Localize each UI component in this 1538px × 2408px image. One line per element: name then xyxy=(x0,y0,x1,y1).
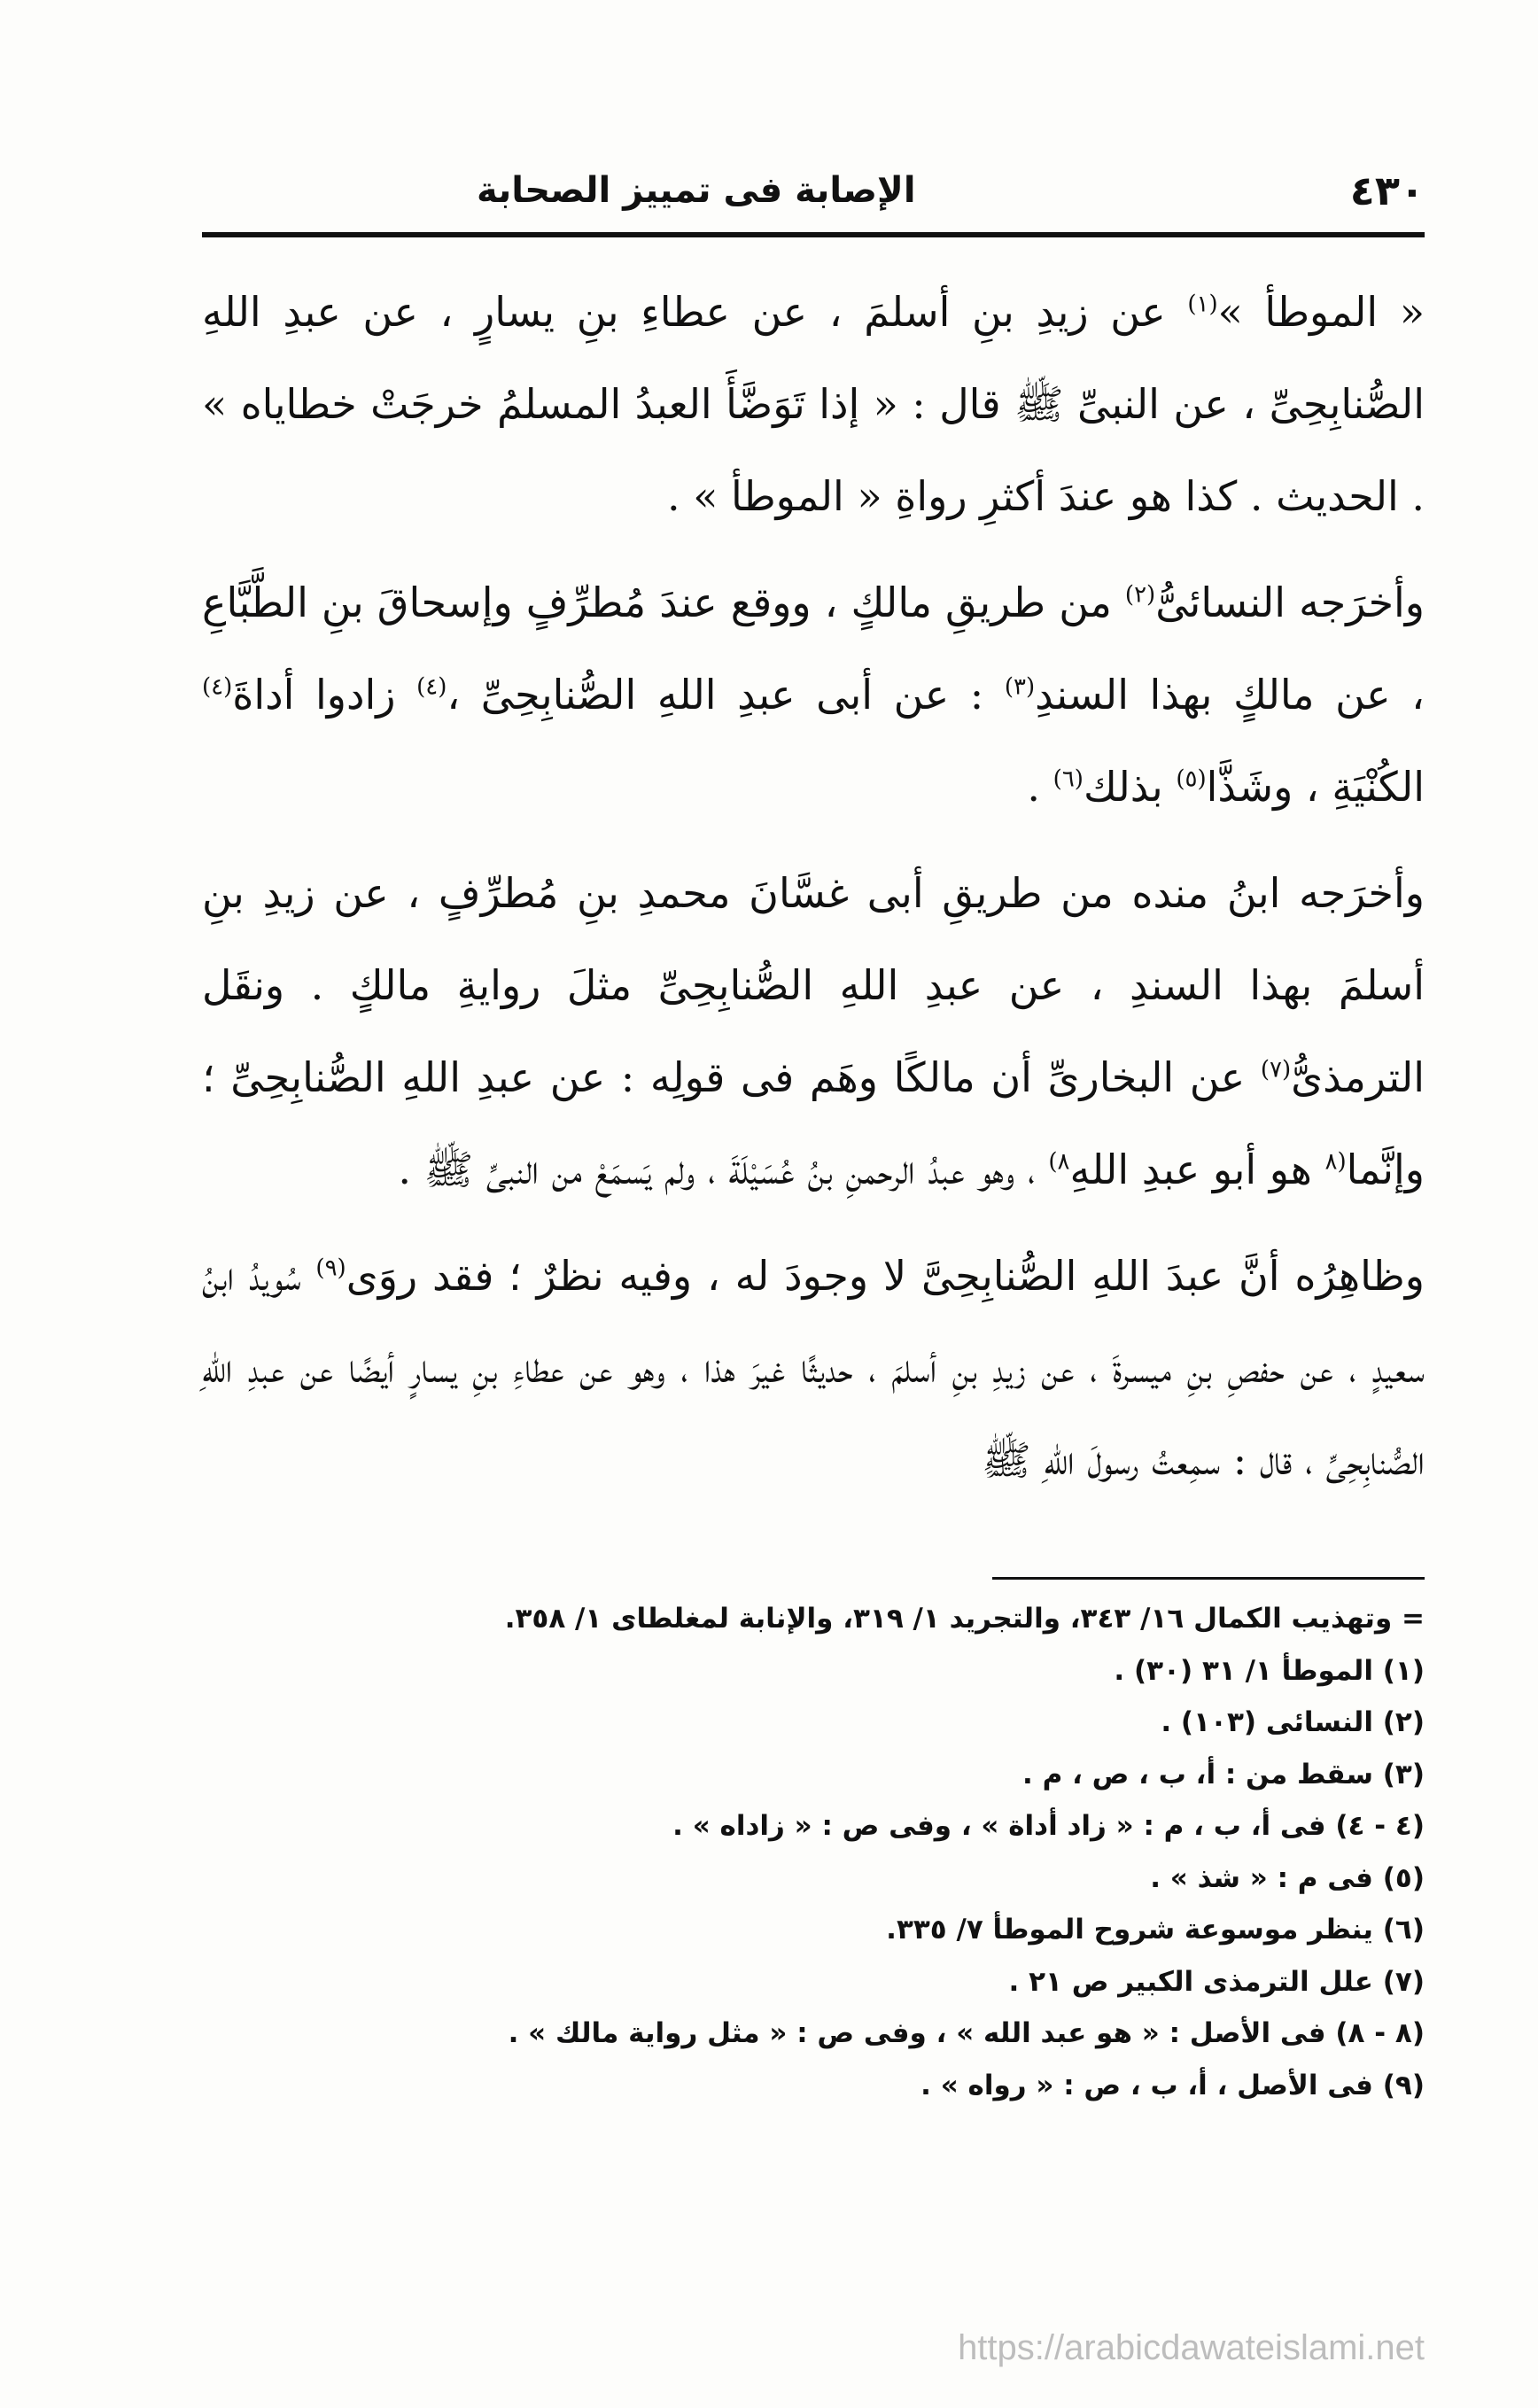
paragraph-1: « الموطأ »$^{(١)}$ عن زيدِ بنِ أسلمَ ، عن عطاءِ بنِ يسارٍ ، عن عبدِ اللهِ الصُّنابِحِىِّ ، عن النبىِّ ﷺ قال : « إذا تَوَضَّأَ العبدُ المسلمُ خرجَتْ خطاياه » . الحديث . كذا هو عندَ أكثرِ رواةِ « الموطأ » . xyxy=(202,288,1425,520)
paragraph-4: وظاهِرُه أنَّ عبدَ اللهِ الصُّنابِحِىَّ لا وجودَ له ، وفيه نظرٌ ؛ فقد روَى$^{(٩)}$ سُويدُ ابنُ سعيدٍ ، عن حفصِ بنِ ميسرةَ ، عن زيدِ بنِ أسلمَ ، حديثًا غيرَ هذا ، وهو عن عطاءِ بنِ يسارٍ أيضًا عن عبدِ اللهِ الصُّنابِحِىِّ ، قال : سمِعتُ رسولَ اللهِ ﷺ xyxy=(202,1252,1425,1484)
footnote-ref-5: (٥) xyxy=(1176,765,1207,793)
page-header xyxy=(202,159,1425,221)
footnote-rule xyxy=(992,1577,1425,1580)
footnote-ref-4-open: (٤) xyxy=(416,673,447,701)
footnote-ref-1: (١) xyxy=(1187,291,1218,318)
footnote-ref-3: (٣) xyxy=(1004,673,1036,701)
header-rule xyxy=(202,232,1425,237)
footnote-6: (٦) ينظر موسوعة شروح الموطأ ٧/ ٣٣٥. xyxy=(886,1914,1425,1946)
running-title: الإصابة فى تمييز الصحابة xyxy=(477,170,916,211)
footnote-ref-2: (٢) xyxy=(1124,581,1156,609)
watermark-url: https://arabicdawateislami.net xyxy=(958,2328,1425,2367)
footnote-2: (٢) النسائى (١٠٣) . xyxy=(1161,1706,1425,1738)
footnote-ref-7: (٧) xyxy=(1260,1056,1292,1084)
footnote-ref-6: (٦) xyxy=(1053,765,1084,793)
footnote-continuation: = وتهذيب الكمال ١٦/ ٣٤٣، والتجريد ١/ ٣١٩، والإنابة لمغلطاى ١/ ٣٥٨. xyxy=(504,1603,1425,1635)
footnote-1: (١) الموطأ ١/ ٣١ (٣٠) . xyxy=(1114,1654,1425,1687)
footnote-7: (٧) علل الترمذى الكبير ص ٢١ . xyxy=(1008,1965,1425,1998)
footnote-3: (٣) سقط من : أ، ب ، ص ، م . xyxy=(1022,1758,1425,1790)
footnote-8: (٨ - ٨) فى الأصل : « هو عبد الله » ، وفى ص : « مثل رواية مالك » . xyxy=(508,2017,1425,2049)
footnote-ref-8-close: ٨) xyxy=(1048,1148,1070,1176)
footnote-ref-4-close: (٤) xyxy=(202,673,233,701)
main-text xyxy=(202,266,1425,1520)
footnote-9: (٩) فى الأصل ، أ، ب ، ص : « رواه » . xyxy=(920,2069,1425,2101)
page-number: ٤٣٠ xyxy=(1349,167,1425,214)
footnote-ref-8-open: (٨ xyxy=(1324,1148,1347,1176)
footnotes xyxy=(202,1593,1425,2111)
footnote-ref-9: (٩) xyxy=(315,1254,346,1282)
footnote-4: (٤ - ٤) فى أ، ب ، م : « زاد أداة » ، وفى ص : « زاداه » . xyxy=(672,1810,1425,1842)
paragraph-3: وأخرَجه ابنُ منده من طريقِ أبى غسَّانَ محمدِ بنِ مُطرِّفٍ ، عن زيدِ بنِ أسلمَ بهذا السندِ ، عن عبدِ اللهِ الصُّنابِحِىِّ مثلَ روايةِ مالكٍ . ونقَل الترمذىُّ$^{(٧)}$ عن البخارىِّ أن مالكًا وهَم فى قولِه : عن عبدِ اللهِ الصُّنابِحِىِّ ؛ وإنَّما$^{(٨}$ هو أبو عبدِ اللهِ$^{٨)}$ ، وهو عبدُ الرحمنِ بنُ عُسَيْلَةَ ، ولم يَسمَعْ من النبىِّ ﷺ . xyxy=(202,869,1425,1193)
paragraph-2: وأخرَجه النسائىُّ$^{(٢)}$ من طريقِ مالكٍ ، ووقع عندَ مُطرِّفٍ وإسحاقَ بنِ الطَّبَّاعِ ، عن مالكٍ بهذا السندِ$^{(٣)}$ : عن أبى عبدِ اللهِ الصُّنابِحِىِّ ،$^{(٤)}$ زادوا أداةَ$^{(٤)}$ الكُنْيَةِ ، وشَذَّا$^{(٥)}$ بذلك$^{(٦)}$ . xyxy=(202,579,1425,811)
footnote-5: (٥) فى م : « شذ » . xyxy=(1150,1861,1425,1894)
